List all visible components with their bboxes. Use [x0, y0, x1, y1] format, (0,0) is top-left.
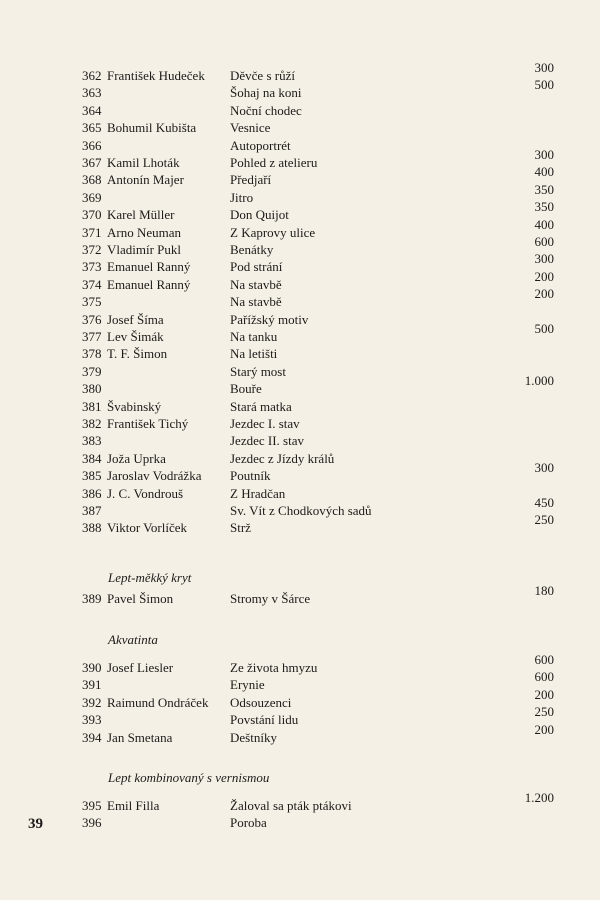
entry-title: Erynie: [230, 677, 265, 693]
entry-price: 600: [534, 234, 554, 249]
catalog-entry: [0, 432, 600, 449]
entry-num: 394: [82, 729, 102, 745]
catalog-entry: [0, 137, 600, 154]
entry-num: 391: [82, 677, 102, 693]
entry-artist: Emanuel Ranný: [107, 276, 191, 292]
catalog-entry: [0, 450, 600, 467]
entry-artist: Bohumil Kubišta: [107, 120, 197, 136]
entry-title: Noční chodec: [230, 102, 302, 118]
catalog-entry: [0, 512, 600, 536]
entry-num: 384: [82, 450, 102, 466]
catalog-entry: [0, 652, 600, 676]
entry-title: Na stavbě: [230, 276, 282, 292]
entry-title: Deštníky: [230, 729, 277, 745]
entry-num: 393: [82, 712, 102, 728]
entry-num: 366: [82, 137, 102, 153]
entry-title: Jezdec II. stav: [230, 433, 304, 449]
entry-num: 392: [82, 694, 102, 710]
entry-price: 1.200: [524, 790, 554, 805]
entry-artist: Vladimír Pukl: [107, 242, 182, 257]
entry-price: 250: [534, 704, 554, 720]
entry-title: Jitro: [230, 189, 254, 205]
entry-title: Stromy v Šárce: [230, 591, 311, 606]
entry-num: 382: [82, 416, 102, 431]
catalog-entry: [0, 119, 600, 136]
entry-num: 362: [82, 68, 102, 83]
entry-title: Z Kaprovy ulice: [230, 224, 316, 240]
catalog-entry: [0, 251, 600, 275]
entry-title: Poroba: [230, 815, 267, 831]
entry-artist: Viktor Vorlíček: [107, 520, 187, 536]
entry-num: 375: [82, 294, 102, 310]
catalog-entry: [0, 669, 600, 693]
entry-price: 300: [534, 147, 554, 162]
entry-num: 395: [82, 798, 102, 813]
entry-title: Stará matka: [230, 398, 292, 414]
entry-title: Pod strání: [230, 259, 283, 275]
entry-num: 396: [82, 815, 102, 831]
entry-title: Děvče s růží: [230, 68, 295, 83]
entry-num: 372: [82, 242, 102, 257]
entry-title: Pařížský motiv: [230, 311, 309, 327]
section-heading: Lept kombinovaný s vernismou: [108, 770, 270, 785]
catalog-entry: [0, 181, 600, 206]
entry-artist: Švabinský: [107, 398, 162, 414]
entry-num: 371: [82, 224, 102, 240]
entry-price: 400: [534, 164, 554, 180]
entry-artist: Pavel Šimon: [107, 591, 174, 606]
entry-num: 389: [82, 591, 102, 606]
entry-num: 386: [82, 485, 102, 501]
catalog-entry: [0, 460, 600, 484]
entry-price: 180: [534, 583, 554, 598]
entry-price: 300: [534, 251, 554, 267]
entry-num: 367: [82, 155, 102, 170]
entry-num: 364: [82, 102, 102, 118]
entry-num: 385: [82, 468, 102, 484]
entry-num: 377: [82, 329, 102, 344]
catalog-entry: [0, 60, 600, 84]
entry-title: Předjaří: [230, 172, 272, 188]
entry-title: Vesnice: [230, 120, 271, 136]
entry-num: 368: [82, 172, 102, 188]
entry-artist: Jan Smetana: [107, 729, 173, 745]
entry-num: 365: [82, 120, 102, 136]
entry-artist: František Hudeček: [107, 68, 205, 83]
entry-artist: Jaroslav Vodrážka: [107, 468, 202, 484]
entry-price: 600: [534, 652, 554, 667]
entry-num: 380: [82, 381, 102, 397]
entry-price: 200: [534, 721, 554, 737]
entry-artist: Raimund Ondráček: [107, 694, 209, 710]
entry-title: Na tanku: [230, 329, 278, 344]
catalog-entry: [0, 102, 600, 119]
catalog-entry: [0, 814, 600, 831]
catalog-entry: [0, 147, 600, 171]
entry-num: 363: [82, 85, 102, 101]
entry-title: Pohled z atelieru: [230, 155, 318, 170]
entry-title: Na letišti: [230, 346, 278, 362]
section-heading: Lept-měkký kryt: [108, 570, 192, 585]
catalog-entry: [0, 583, 600, 607]
catalog-entry: [0, 485, 600, 502]
entry-num: 369: [82, 189, 102, 205]
entry-num: 388: [82, 520, 102, 536]
catalog-entry: [0, 686, 600, 711]
entry-title: Poutník: [230, 468, 271, 484]
entry-num: 381: [82, 398, 102, 414]
entry-artist: J. C. Vondrouš: [107, 485, 184, 501]
catalog-entry: [0, 286, 600, 310]
entry-price: 1.000: [524, 373, 554, 389]
entry-artist: Kamil Lhoták: [107, 155, 180, 170]
entry-title: Sv. Vít z Chodkových sadů: [230, 503, 372, 518]
entry-title: Bouře: [230, 381, 262, 397]
entry-price: 500: [534, 321, 554, 336]
entry-num: 378: [82, 346, 102, 362]
entry-num: 383: [82, 433, 102, 449]
entry-artist: Emanuel Ranný: [107, 259, 191, 275]
entry-num: 379: [82, 363, 102, 379]
entry-title: Na stavbě: [230, 294, 282, 310]
catalog-entry: [0, 77, 600, 101]
entry-artist: Antonín Majer: [107, 172, 184, 188]
catalog-entry: [0, 164, 600, 188]
entry-title: Starý most: [230, 363, 286, 379]
catalog-entry: [0, 199, 600, 223]
entry-num: 370: [82, 207, 102, 223]
entry-title: Strž: [230, 520, 251, 536]
entry-price: 450: [534, 495, 554, 510]
entry-price: 200: [534, 686, 554, 702]
entry-title: Odsouzenci: [230, 694, 292, 710]
entry-title: Povstání lidu: [230, 712, 299, 728]
entry-price: 400: [534, 216, 554, 232]
entry-title: Don Quijot: [230, 207, 289, 223]
entry-title: Autoportrét: [230, 137, 291, 153]
entry-artist: Josef Liesler: [107, 660, 174, 675]
catalog-entry: [0, 790, 600, 814]
entry-price: 600: [534, 669, 554, 685]
catalog-entry: [0, 721, 600, 746]
entry-price: 200: [534, 268, 554, 284]
entry-artist: T. F. Šimon: [107, 346, 168, 362]
entry-artist: Josef Šíma: [107, 311, 164, 327]
catalog-entry: [0, 321, 600, 345]
entry-price: 500: [534, 77, 554, 93]
entry-price: 350: [534, 199, 554, 215]
catalog-entry: [0, 234, 600, 258]
catalog-entry: [0, 311, 600, 328]
page-number: 39: [28, 816, 43, 832]
entry-num: 374: [82, 276, 102, 292]
entry-artist: Karel Müller: [107, 207, 175, 223]
entry-artist: Arno Neuman: [107, 224, 182, 240]
entry-artist: Emil Filla: [107, 798, 160, 813]
entry-title: Jezdec I. stav: [230, 416, 300, 431]
catalog-entry: [0, 216, 600, 241]
entry-price: 300: [534, 60, 554, 75]
catalog-entry: [0, 268, 600, 293]
entry-num: 387: [82, 503, 102, 518]
catalog-entry: [0, 495, 600, 519]
entry-price: 350: [534, 181, 554, 197]
entry-title: Šohaj na koni: [230, 85, 302, 101]
entry-price: 300: [534, 460, 554, 476]
entry-title: Jezdec z Jízdy králů: [230, 450, 335, 466]
entry-title: Ze života hmyzu: [230, 660, 318, 675]
entry-num: 373: [82, 259, 102, 275]
catalog-entry: [0, 398, 600, 415]
entry-title: Benátky: [230, 242, 274, 257]
entry-title: Z Hradčan: [230, 485, 286, 501]
entry-title: Žaloval sa pták ptákovi: [230, 798, 352, 813]
entry-artist: Lev Šimák: [107, 329, 164, 344]
entry-num: 390: [82, 660, 102, 675]
catalog-entry: [0, 415, 600, 432]
entry-price: 250: [534, 512, 554, 528]
section-heading: Akvatinta: [108, 632, 158, 647]
catalog-entry: [0, 704, 600, 728]
catalog-entry: [0, 363, 600, 380]
catalog-entry: [0, 345, 600, 362]
entry-artist: František Tichý: [107, 416, 189, 431]
entry-price: 200: [534, 286, 554, 302]
entry-artist: Joža Uprka: [107, 450, 166, 466]
catalog-entry: [0, 373, 600, 397]
entry-num: 376: [82, 311, 102, 327]
